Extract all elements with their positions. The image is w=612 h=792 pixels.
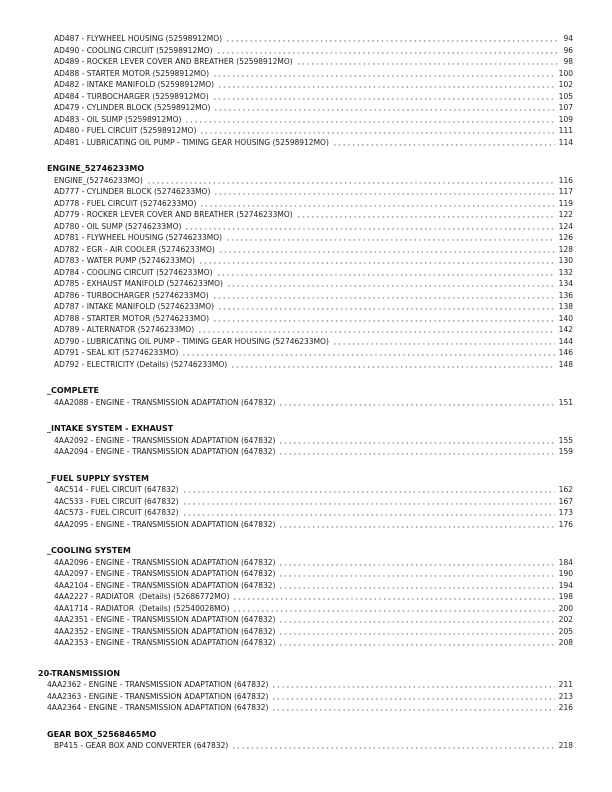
toc-entry[interactable]: [54, 637, 573, 649]
dotted-leader: [298, 56, 560, 68]
dotted-leader: [280, 446, 554, 458]
section-items: [38, 33, 573, 148]
toc-entry-page: 142: [558, 325, 573, 334]
toc-entry-label: AD487 - FLYWHEEL HOUSING (52598912MO): [54, 34, 223, 43]
toc-entry-page: 122: [558, 210, 573, 219]
toc-entry-page: 134: [558, 279, 573, 288]
dotted-leader: [280, 519, 554, 531]
toc-entry[interactable]: [54, 91, 573, 103]
dotted-leader: [220, 244, 555, 256]
toc-entry-label: AD782 - EGR - AIR COOLER (52746233MO): [54, 244, 215, 254]
dotted-leader: [228, 278, 555, 290]
section-items: [38, 679, 573, 714]
toc-entry[interactable]: [54, 484, 573, 496]
toc-entry-label: AD785 - EXHAUST MANIFOLD (52746233MO): [54, 279, 223, 288]
toc-entry-page: 132: [558, 267, 573, 277]
toc-entry[interactable]: [54, 267, 573, 279]
section-items: [38, 557, 573, 649]
dotted-leader: [233, 740, 554, 752]
toc-entry[interactable]: [54, 435, 573, 447]
toc-entry-label: AD783 - WATER PUMP (52746233MO): [54, 256, 195, 265]
toc-entry[interactable]: [54, 79, 573, 91]
toc-entry-page: 116: [558, 175, 573, 185]
dotted-leader: [273, 679, 554, 691]
toc-entry-label: 4AA2088 - ENGINE - TRANSMISSION ADAPTATION (647832): [54, 397, 276, 407]
toc-entry-label: AD479 - CYLINDER BLOCK (52598912MO): [54, 103, 211, 112]
toc-entry[interactable]: [54, 496, 573, 508]
dotted-leader: [186, 114, 554, 126]
toc-entry[interactable]: [54, 56, 573, 68]
toc-entry[interactable]: [54, 446, 573, 458]
dotted-leader: [280, 568, 554, 580]
dotted-leader: [298, 209, 555, 221]
toc-entry[interactable]: [54, 519, 573, 531]
dotted-leader: [280, 557, 554, 569]
toc-entry-label: AD777 - CYLINDER BLOCK (52746233MO): [54, 187, 211, 196]
toc-entry-page: 218: [558, 741, 573, 750]
toc-entry-page: 126: [558, 233, 573, 242]
toc-entry[interactable]: [54, 198, 573, 210]
dotted-leader: [219, 301, 555, 313]
toc-entry-label: AD784 - COOLING CIRCUIT (52746233MO): [54, 267, 213, 277]
toc-entry-page: 96: [563, 45, 573, 55]
dotted-leader: [214, 290, 555, 302]
section-header: _COOLING SYSTEM: [47, 546, 131, 555]
toc-entry-page: 159: [558, 447, 573, 456]
toc-entry[interactable]: [47, 702, 573, 714]
dotted-leader: [215, 102, 554, 114]
toc-entry-page: 119: [558, 198, 573, 208]
toc-entry-label: 4AA2104 - ENGINE - TRANSMISSION ADAPTATION (647832): [54, 580, 276, 590]
toc-entry-page: 98: [563, 57, 573, 66]
toc-entry[interactable]: [54, 68, 573, 80]
toc-entry-label: AD481 - LUBRICATING OIL PUMP - TIMING GEAR HOUSING (52598912MO): [54, 137, 329, 147]
toc-entry-label: 4AA2362 - ENGINE - TRANSMISSION ADAPTATION (647832): [47, 680, 269, 689]
toc-entry-label: 4AA2096 - ENGINE - TRANSMISSION ADAPTATION (647832): [54, 557, 276, 567]
section-header: GEAR BOX_52568465MO: [47, 729, 157, 739]
toc-entry-label: AD778 - FUEL CIRCUIT (52746233MO): [54, 198, 197, 208]
dotted-leader: [227, 232, 555, 244]
toc-entry-page: 148: [558, 359, 573, 369]
toc-entry-page: 146: [558, 348, 573, 357]
section-items: [38, 397, 573, 409]
toc-entry-label: 4AA2095 - ENGINE - TRANSMISSION ADAPTATION (647832): [54, 519, 276, 529]
toc-entry[interactable]: [54, 397, 573, 409]
dotted-leader: [334, 137, 555, 149]
toc-entry-label: 4AA2227 - RADIATOR (Details) (52686772MO): [54, 592, 230, 601]
dotted-leader: [215, 186, 554, 198]
section-header: _COMPLETE: [47, 386, 99, 395]
toc-entry[interactable]: [47, 691, 573, 703]
toc-entry[interactable]: [54, 255, 573, 267]
toc-entry-label: 4AA2094 - ENGINE - TRANSMISSION ADAPTATION (647832): [54, 447, 276, 456]
dotted-leader: [280, 614, 554, 626]
dotted-leader: [232, 359, 554, 371]
dotted-leader: [280, 580, 554, 592]
toc-entry-page: 167: [558, 496, 573, 506]
toc-entry-page: 184: [558, 557, 573, 567]
toc-entry-label: AD789 - ALTERNATOR (52746233MO): [54, 325, 195, 334]
dotted-leader: [200, 255, 555, 267]
toc-entry[interactable]: [54, 33, 573, 45]
toc-entry-label: AD489 - ROCKER LEVER COVER AND BREATHER (52598912MO): [54, 57, 293, 66]
dotted-leader: [201, 125, 554, 137]
toc-entry-label: AD792 - ELECTRICITY (Details) (52746233MO): [54, 359, 228, 369]
dotted-leader: [334, 336, 555, 348]
toc-entry-label: 4AC533 - FUEL CIRCUIT (647832): [54, 496, 179, 506]
toc-entry-label: AD787 - INTAKE MANIFOLD (52746233MO): [54, 302, 215, 311]
toc-entry-page: 107: [558, 103, 573, 112]
toc-entry[interactable]: [54, 557, 573, 569]
toc-section: [38, 473, 573, 531]
toc-entry[interactable]: [54, 209, 573, 221]
toc-entry-page: 205: [558, 626, 573, 636]
toc-section: [38, 729, 573, 752]
toc-entry-label: 4AA2364 - ENGINE - TRANSMISSION ADAPTATION (647832): [47, 703, 269, 712]
toc-entry-page: 109: [558, 114, 573, 124]
toc-entry-label: 4AA2092 - ENGINE - TRANSMISSION ADAPTATION (647832): [54, 435, 276, 445]
toc-entry[interactable]: [54, 232, 573, 244]
toc-entry[interactable]: [54, 125, 573, 137]
toc-entry-page: 114: [558, 137, 573, 147]
section-header: _INTAKE SYSTEM - EXHAUST: [47, 424, 174, 433]
toc-section: [38, 423, 573, 458]
toc-section: [38, 385, 573, 408]
toc-entry-page: 140: [558, 313, 573, 323]
toc-entry-page: 190: [558, 569, 573, 578]
toc-entry[interactable]: [54, 313, 573, 325]
toc-entry-page: 216: [558, 703, 573, 712]
dotted-leader: [214, 68, 555, 80]
toc-section: [38, 545, 573, 649]
toc-entry[interactable]: [54, 507, 573, 519]
toc-entry-page: 151: [558, 397, 573, 407]
toc-entry[interactable]: [54, 336, 573, 348]
section-header: _FUEL SUPPLY SYSTEM: [47, 473, 149, 483]
toc-section: [38, 33, 573, 148]
toc-entry-page: 194: [558, 580, 573, 590]
toc-entry-page: 94: [563, 34, 573, 43]
toc-entry-page: 198: [558, 592, 573, 601]
toc-entry-label: 4AC514 - FUEL CIRCUIT (647832): [54, 485, 179, 494]
toc-entry-label: 4AC573 - FUEL CIRCUIT (647832): [54, 508, 179, 517]
section-header: ENGINE_52746233MO: [47, 164, 145, 173]
dotted-leader: [234, 603, 554, 615]
dotted-leader: [184, 496, 555, 508]
toc-entry-label: AD791 - SEAL KIT (52746233MO): [54, 348, 179, 357]
toc-entry-page: 128: [558, 244, 573, 254]
toc-entry-page: 173: [558, 508, 573, 517]
toc-entry-label: 4AA2097 - ENGINE - TRANSMISSION ADAPTATION (647832): [54, 569, 276, 578]
dotted-leader: [183, 347, 554, 359]
toc-entry-page: 130: [558, 256, 573, 265]
dotted-leader: [280, 637, 554, 649]
toc-entry[interactable]: [54, 359, 573, 371]
toc-entry-page: 200: [558, 603, 573, 613]
toc-entry[interactable]: [47, 679, 573, 691]
toc-entry-page: 100: [558, 68, 573, 78]
toc-entry-page: 102: [558, 80, 573, 89]
dotted-leader: [218, 267, 555, 279]
toc-entry[interactable]: [54, 114, 573, 126]
toc-entry-label: AD786 - TURBOCHARGER (52746233MO): [54, 290, 209, 300]
toc: [38, 33, 573, 752]
toc-entry-label: AD779 - ROCKER LEVER COVER AND BREATHER (52746233MO): [54, 210, 293, 219]
toc-entry[interactable]: [54, 614, 573, 626]
toc-entry-label: 4AA2353 - ENGINE - TRANSMISSION ADAPTATION (647832): [54, 638, 276, 647]
toc-entry[interactable]: [54, 301, 573, 313]
toc-entry-label: AD780 - OIL SUMP (52746233MO): [54, 221, 182, 231]
toc-entry-label: 4AA2351 - ENGINE - TRANSMISSION ADAPTATION (647832): [54, 615, 276, 624]
toc-entry-page: 208: [558, 638, 573, 647]
section-header: 20-TRANSMISSION: [38, 668, 121, 678]
toc-entry-page: 117: [558, 187, 573, 196]
toc-entry-page: 155: [558, 435, 573, 445]
toc-entry-page: 138: [558, 302, 573, 311]
section-items: [38, 740, 573, 752]
toc-entry[interactable]: [54, 580, 573, 592]
toc-entry-label: AD482 - INTAKE MANIFOLD (52598912MO): [54, 80, 215, 89]
toc-entry-label: ENGINE_(52746233MO): [54, 175, 143, 185]
toc-entry-label: AD483 - OIL SUMP (52598912MO): [54, 114, 182, 124]
toc-entry-label: 4AA2363 - ENGINE - TRANSMISSION ADAPTATION (647832): [47, 691, 269, 701]
toc-entry-page: 211: [558, 680, 573, 689]
dotted-leader: [148, 175, 555, 187]
dotted-leader: [280, 435, 554, 447]
toc-entry-label: AD488 - STARTER MOTOR (52598912MO): [54, 68, 210, 78]
dotted-leader: [280, 397, 554, 409]
toc-entry[interactable]: [54, 324, 573, 336]
toc-entry-label: AD480 - FUEL CIRCUIT (52598912MO): [54, 126, 197, 135]
toc-entry[interactable]: [54, 278, 573, 290]
toc-entry-page: 136: [558, 290, 573, 300]
toc-entry-page: 202: [558, 615, 573, 624]
toc-section: [38, 163, 573, 370]
dotted-leader: [273, 702, 554, 714]
toc-entry[interactable]: [54, 626, 573, 638]
toc-entry[interactable]: [54, 102, 573, 114]
toc-entry[interactable]: [54, 603, 573, 615]
dotted-leader: [227, 33, 559, 45]
toc-entry-page: 162: [558, 485, 573, 494]
dotted-leader: [219, 79, 555, 91]
dotted-leader: [184, 507, 555, 519]
toc-entry[interactable]: [54, 221, 573, 233]
toc-entry[interactable]: [54, 290, 573, 302]
toc-entry[interactable]: [54, 137, 573, 149]
toc-entry-label: AD788 - STARTER MOTOR (52746233MO): [54, 313, 210, 323]
dotted-leader: [280, 626, 554, 638]
toc-entry[interactable]: [54, 568, 573, 580]
dotted-leader: [218, 45, 560, 57]
toc-entry-label: AD790 - LUBRICATING OIL PUMP - TIMING GEAR HOUSING (52746233MO): [54, 336, 329, 346]
dotted-leader: [214, 91, 555, 103]
toc-entry[interactable]: [54, 45, 573, 57]
toc-entry[interactable]: [54, 186, 573, 198]
toc-entry-label: 4AA2352 - ENGINE - TRANSMISSION ADAPTATION (647832): [54, 626, 276, 636]
toc-section: [38, 668, 573, 714]
toc-entry-label: AD484 - TURBOCHARGER (52598912MO): [54, 91, 209, 101]
section-items: [38, 484, 573, 530]
toc-entry-page: 144: [558, 336, 573, 346]
dotted-leader: [184, 484, 555, 496]
toc-entry-page: 176: [558, 519, 573, 529]
toc-entry[interactable]: [54, 591, 573, 603]
toc-entry-label: 4AA1714 - RADIATOR (Details) (52540028MO): [54, 603, 230, 613]
dotted-leader: [273, 691, 554, 703]
toc-entry-label: AD781 - FLYWHEEL HOUSING (52746233MO): [54, 233, 223, 242]
dotted-leader: [186, 221, 554, 233]
dotted-leader: [201, 198, 554, 210]
dotted-leader: [199, 324, 555, 336]
toc-entry-page: 111: [558, 126, 573, 135]
toc-entry[interactable]: [54, 175, 573, 187]
toc-entry[interactable]: [54, 347, 573, 359]
dotted-leader: [234, 591, 554, 603]
section-items: [38, 175, 573, 371]
toc-entry-page: 124: [558, 221, 573, 231]
toc-entry-label: BP415 - GEAR BOX AND CONVERTER (647832): [54, 741, 229, 750]
section-items: [38, 435, 573, 458]
dotted-leader: [214, 313, 555, 325]
toc-entry-page: 105: [558, 91, 573, 101]
toc-entry[interactable]: [54, 244, 573, 256]
toc-entry[interactable]: [54, 740, 573, 752]
toc-entry-label: AD490 - COOLING CIRCUIT (52598912MO): [54, 45, 213, 55]
toc-entry-page: 213: [558, 691, 573, 701]
